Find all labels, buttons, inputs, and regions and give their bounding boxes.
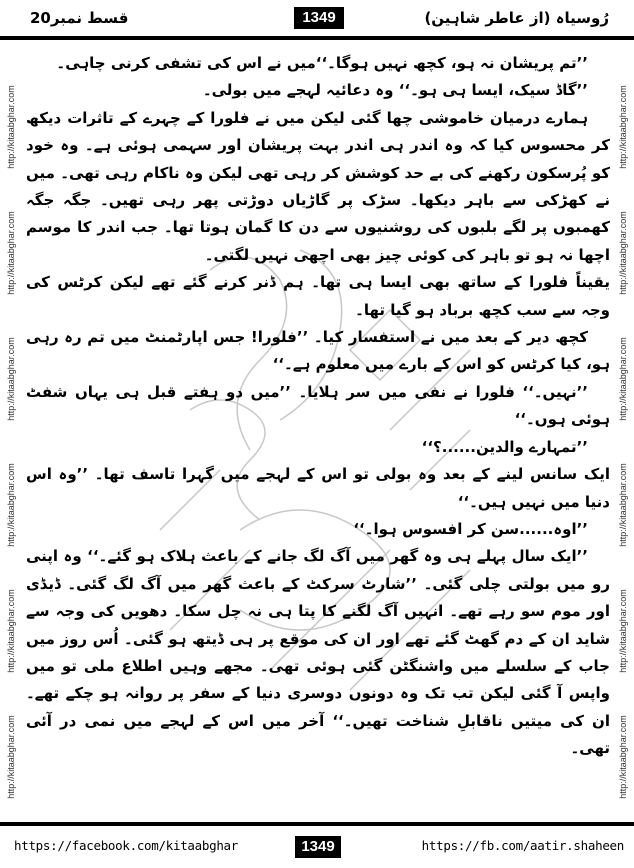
- paragraph: ’’اوہ......سن کر افسوس ہوا۔‘‘: [353, 519, 588, 538]
- side-link: http://kitaabghar.com: [6, 337, 16, 421]
- side-link: http://kitaabghar.com: [6, 589, 16, 673]
- paragraph: ’’نہیں۔‘‘ فلورا نے نفی میں سر ہلایا۔ ’’میں دو ہفتے قبل ہی یہاں شفٹ ہوئی ہوں۔‘‘: [26, 382, 610, 429]
- page-number-bottom: 1349: [295, 836, 341, 858]
- paragraph: ہمارے درمیان خاموشی چھا گئی لیکن میں نے فلورا کے چہرے کے تاثرات دیکھ کر محسوس کیا کہ وہ اندر ہی اندر بہت پریشان اور سہمی ہوئی ہے۔ وہ خود کو پُرسکون رکھنے کی بے حد کوشش کر رہی تھی لیکن وہ ناکام رہی تھی۔ میں نے کھڑکی سے باہر دیکھا۔ سڑک پر گاڑیاں دوڑتی پھر رہی تھیں۔ جگہ جگہ کھمبوں پر لگے بلبوں کی روشنیوں سے دن کا گمان ہوتا تھا۔ جب اندر کا موسم اچھا نہ ہو تو باہر کی کوئی چیز بھی اچھی نہیں لگتی۔: [26, 108, 610, 264]
- paragraph: ’’گاڈ سیک، ایسا ہی ہو۔‘‘ وہ دعائیہ لہجے میں بولی۔: [202, 81, 588, 100]
- side-link: http://kitaabghar.com: [618, 85, 628, 169]
- footer-rule: [0, 822, 634, 826]
- facebook-link[interactable]: https://facebook.com/kitaabghar: [14, 838, 238, 853]
- header-rule: [0, 36, 634, 40]
- episode-label: قسط نمبر20: [30, 9, 129, 27]
- side-link: http://kitaabghar.com: [618, 211, 628, 295]
- story-body: [26, 50, 610, 820]
- side-link: http://kitaabghar.com: [6, 715, 16, 799]
- book-title: رُوسیاہ (از عاطر شاہین): [424, 9, 609, 27]
- side-link: http://kitaabghar.com: [618, 463, 628, 547]
- page-number-top: 1349: [294, 7, 344, 29]
- paragraph: ایک سانس لینے کے بعد وہ بولی تو اس کے لہجے میں گہرا تاسف تھا۔ ’’وہ اس دنیا میں نہیں ہیں۔‘‘: [26, 465, 610, 511]
- side-link: http://kitaabghar.com: [618, 589, 628, 673]
- side-link: http://kitaabghar.com: [6, 463, 16, 547]
- paragraph: کچھ دیر کے بعد میں نے استفسار کیا۔ ’’فلورا! جس اپارٹمنٹ میں تم رہ رہی ہو، کیا کرٹس کو اس کے بارے میں معلوم ہے۔‘‘: [26, 328, 610, 374]
- paragraph: ’’تمہارے والدین......؟‘‘: [421, 437, 588, 456]
- side-link: http://kitaabghar.com: [618, 337, 628, 421]
- side-watermark-left: [2, 60, 20, 820]
- side-link: http://kitaabghar.com: [6, 85, 16, 169]
- author-facebook-link[interactable]: https://fb.com/aatir.shaheen: [421, 838, 624, 853]
- side-link: http://kitaabghar.com: [618, 715, 628, 799]
- paragraph: ’’تم پریشان نہ ہو، کچھ نہیں ہوگا۔‘‘میں نے اس کی تشفی کرنی چاہی۔: [56, 54, 588, 72]
- paragraph: یقیناً فلورا کے ساتھ بھی ایسا ہی تھا۔ ہم ڈنر کرنے گئے تھے لیکن کرٹس کی وجہ سے سب کچھ برباد ہو گیا تھا۔: [26, 273, 610, 319]
- paragraph: ’’ایک سال پہلے ہی وہ گھر میں آگ لگ جانے کے باعث ہلاک ہو گئے۔‘‘ وہ اپنی رو میں بولتی چلی گئی۔ ’’شارٹ سرکٹ کے باعث گھر میں آگ لگ گئی۔ ڈیڈی اور موم سو رہے تھے۔ انہیں آگ لگنے کا پتا ہی نہ چل سکا۔ دھویں کی وجہ سے شاید ان کے دم گھٹ گئے تھے اور ان کی موقع پر ہی ڈیتھ ہو گئی۔ اُس روز میں جاب کے سلسلے میں واشنگٹن گئی ہوئی تھی۔ مجھے وہیں اطلاع ملی تو میں واپس آ گئی لیکن تب تک وہ دونوں دوسری دنیا کے سفر پر روانہ ہو چکے تھے۔ ان کی میتیں ناقابلِ شناخت تھیں۔‘‘ آخر میں اس کے لہجے میں نمی در آئی تھی۔: [26, 547, 610, 758]
- side-link: http://kitaabghar.com: [6, 211, 16, 295]
- page-header: [0, 0, 634, 40]
- side-watermark-right: [614, 60, 632, 820]
